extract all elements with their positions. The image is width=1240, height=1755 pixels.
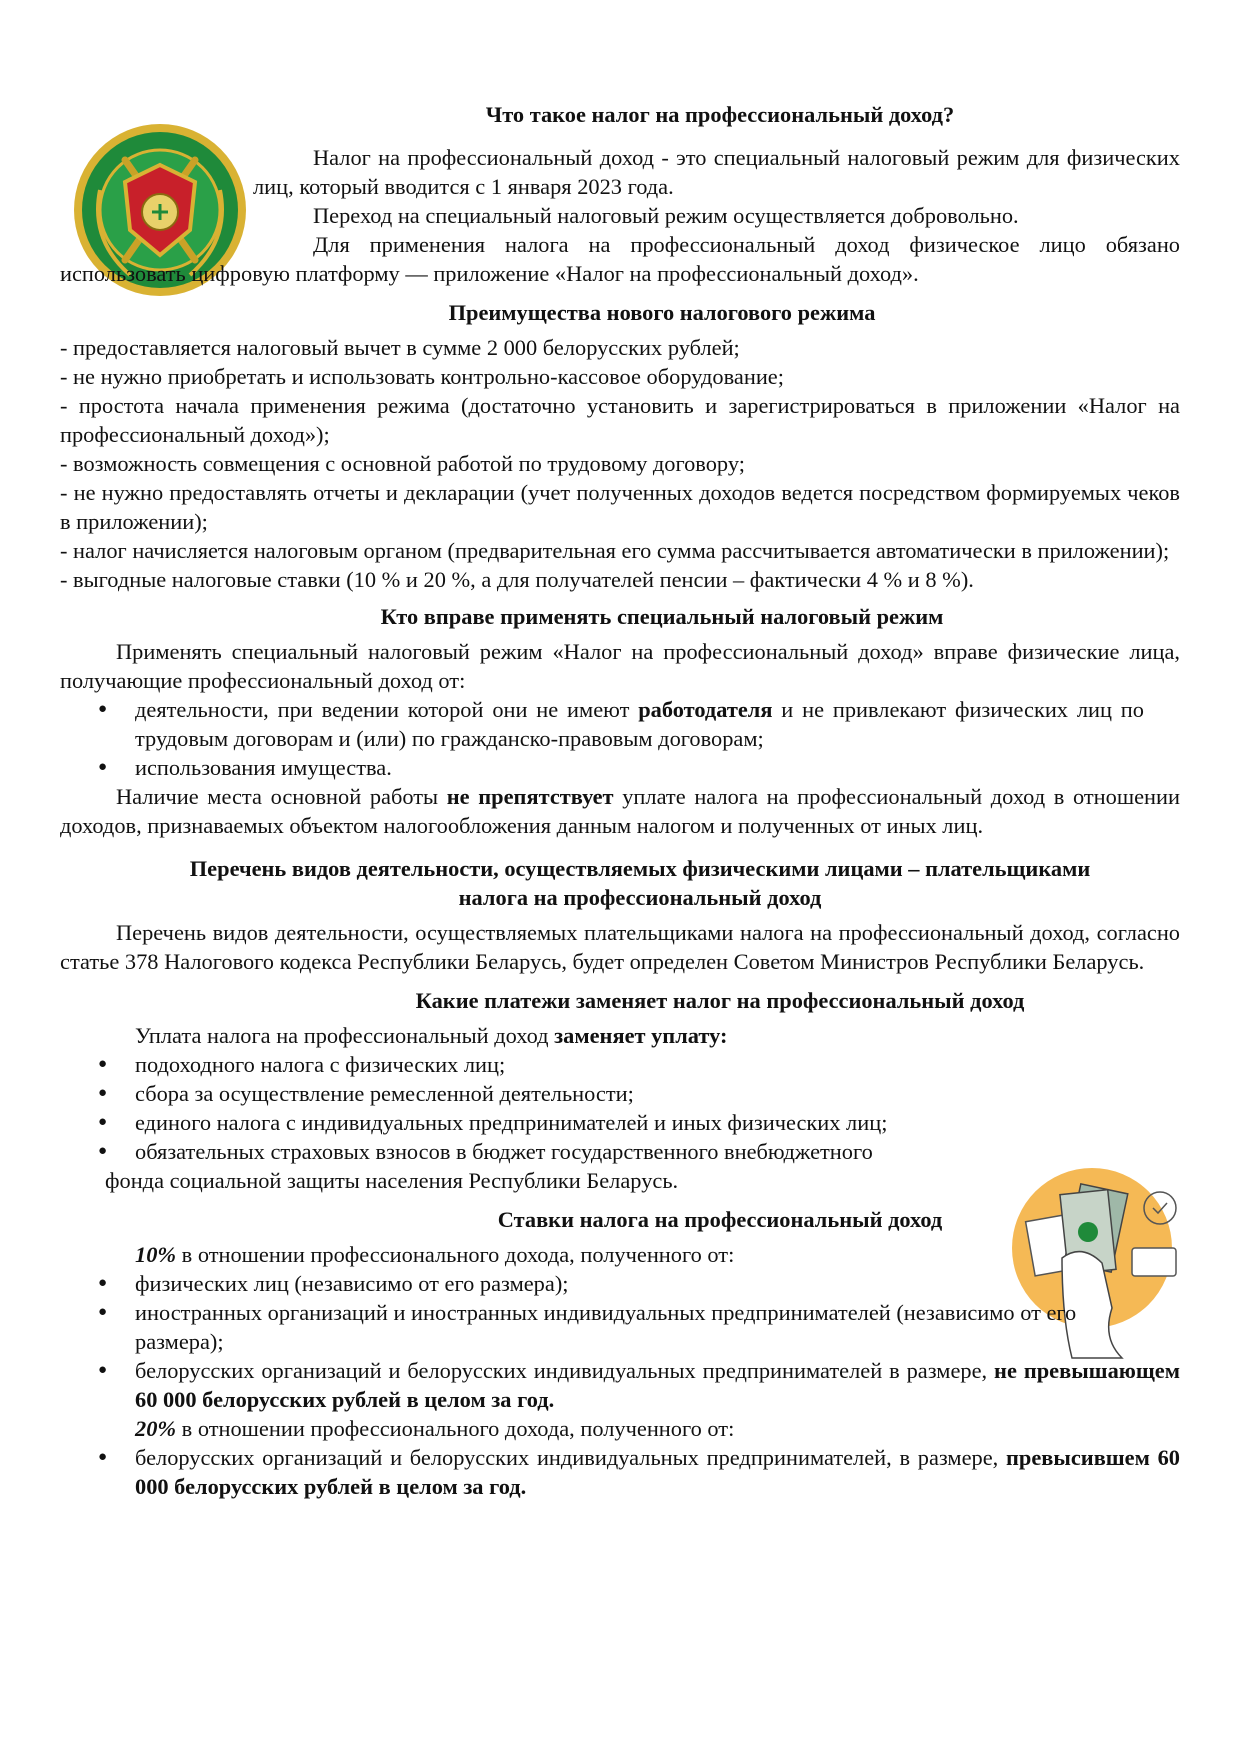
list-item: - возможность совмещения с основной работой по трудовому договору; (60, 451, 745, 476)
paragraph: 10% в отношении профессионального дохода, полученного от: (135, 1242, 735, 1267)
replaced-payments-list (60, 1050, 990, 1166)
paragraph: Применять специальный налоговый режим «Налог на профессиональный доход» вправе физические лица, получающие профессиональный доход от: (60, 639, 1180, 693)
list-item: ● сбора за осуществление ремесленной деятельности; (98, 1081, 634, 1106)
paragraph: Уплата налога на профессиональный доход заменяет уплату: (135, 1023, 728, 1048)
list-item: - налог начисляется налоговым органом (предварительная его сумма рассчитывается автоматически в приложении); (60, 538, 1170, 563)
paragraph: фонда социальной защиты населения Республики Беларусь. (105, 1168, 679, 1193)
replaced-payments-block (60, 1021, 990, 1195)
list-item: - не нужно приобретать и использовать контрольно-кассовое оборудование; (60, 364, 784, 389)
list-item: ● белорусских организаций и белорусских индивидуальных предпринимателей в размере, не превышающем 60 000 белорусских рублей в целом за год. (98, 1358, 1180, 1412)
paragraph: Наличие места основной работы не препятствует уплате налога на профессиональный доход в отношении доходов, признаваемых объектом налогообложения данным налогом и полученных от иных лиц. (60, 784, 1180, 838)
list-item: - простота начала применения режима (достаточно установить и зарегистрироваться в приложении «Налог на профессиональный доход»); (60, 393, 1180, 447)
section-title-activities-list: Перечень видов деятельности, осуществляемых физическими лицами – плательщиками налога на профессиональный доход (189, 856, 1091, 910)
section-title-advantages: Преимущества нового налогового режима (448, 300, 876, 325)
list-item: - не нужно предоставлять отчеты и декларации (учет полученных доходов ведется посредством формируемых чеков в приложении); (60, 480, 1180, 534)
eligibility-list (60, 695, 1180, 782)
paragraph: Налог на профессиональный доход - это специальный налоговый режим для физических лиц, который вводится с 1 января 2023 года. (253, 145, 1180, 199)
paragraph: Перечень видов деятельности, осуществляемых плательщиками налога на профессиональный доход, согласно статье 378 Налогового кодекса Республики Беларусь, будет определен Советом Министров Республики Беларусь. (60, 920, 1180, 974)
paragraph: Переход на специальный налоговый режим осуществляется добровольно. (313, 203, 1019, 228)
paragraph: 20% в отношении профессионального дохода, полученного от: (135, 1416, 735, 1441)
document-page (60, 100, 1180, 1501)
list-item: ● иностранных организаций и иностранных индивидуальных предпринимателей (независимо от его размера); (98, 1300, 1077, 1354)
list-item: ● единого налога с индивидуальных предпринимателей и иных физических лиц; (98, 1110, 888, 1135)
section-title-who-can-apply: Кто вправе применять специальный налоговый режим (380, 604, 944, 629)
section-title-rates: Ставки налога на профессиональный доход (497, 1207, 943, 1232)
list-item: ● подоходного налога с физических лиц; (98, 1052, 506, 1077)
advantages-list (60, 333, 1180, 594)
paragraph: Для применения налога на профессиональный доход физическое лицо обязано использовать цифровую платформу — приложение «Налог на профессиональный доход». (60, 232, 1180, 286)
list-item: ● физических лиц (независимо от его размера); (98, 1271, 569, 1296)
list-item: ● деятельности, при ведении которой они не имеют работодателя и не привлекают физических лиц по трудовым договорам и (или) по гражданско-правовым договорам; (98, 697, 1144, 751)
list-item: - выгодные налоговые ставки (10 % и 20 %, а для получателей пенсии – фактически 4 % и 8 %). (60, 567, 974, 592)
rate-20-list (60, 1443, 1180, 1501)
rate-10-list (60, 1269, 1180, 1414)
section-title-replaced-payments: Какие платежи заменяет налог на профессиональный доход (415, 988, 1025, 1013)
list-item: ● использования имущества. (98, 755, 392, 780)
list-item: ● белорусских организаций и белорусских индивидуальных предпринимателей, в размере, превысившем 60 000 белорусских рублей в целом за год. (98, 1445, 1180, 1499)
list-item: ● обязательных страховых взносов в бюджет государственного внебюджетного (98, 1139, 873, 1164)
section-title-what-is-tax: Что такое налог на профессиональный доход? (485, 102, 955, 127)
list-item: - предоставляется налоговый вычет в сумме 2 000 белорусских рублей; (60, 335, 740, 360)
